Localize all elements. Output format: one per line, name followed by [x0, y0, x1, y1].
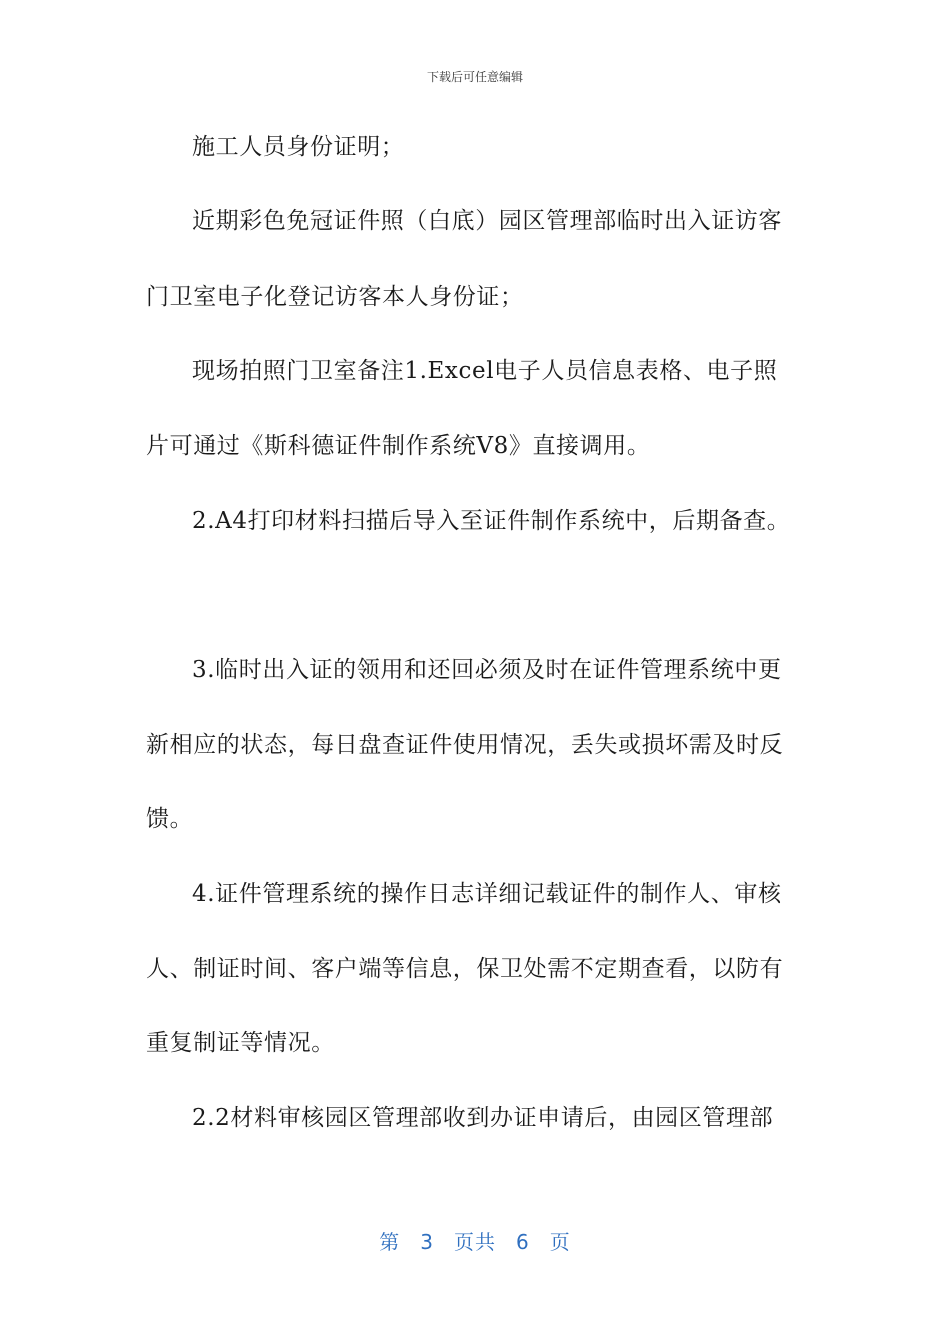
footer-page-prefix: 第 — [379, 1230, 401, 1254]
footer-page-middle: 页共 — [454, 1230, 496, 1254]
paragraph-line: 施工人员身份证明； — [192, 134, 405, 160]
paragraph-line: 近期彩色免冠证件照（白底）园区管理部临时出入证访客 — [192, 208, 782, 234]
footer-page-total: 6 — [516, 1230, 530, 1254]
paragraph-line: 片可通过《斯科德证件制作系统V8》直接调用。 — [146, 433, 651, 459]
paragraph-line: 现场拍照门卫室备注1.Excel电子人员信息表格、电子照 — [192, 358, 778, 384]
paragraph-line: 2.A4打印材料扫描后导入至证件制作系统中，后期备查。 — [192, 508, 791, 534]
paragraph-line: 人、制证时间、客户端等信息，保卫处需不定期查看，以防有 — [146, 956, 784, 982]
page-footer — [0, 1226, 950, 1255]
paragraph-line: 新相应的状态，每日盘查证件使用情况，丢失或损坏需及时反 — [146, 732, 784, 758]
paragraph-line: 3.临时出入证的领用和还回必须及时在证件管理系统中更 — [192, 657, 782, 683]
paragraph-line: 2.2材料审核园区管理部收到办证申请后，由园区管理部 — [192, 1105, 774, 1131]
paragraph-line: 4.证件管理系统的操作日志详细记载证件的制作人、审核 — [192, 881, 782, 907]
footer-page-number: 3 — [420, 1230, 434, 1254]
page-header-note: 下载后可任意编辑 — [426, 70, 523, 84]
paragraph-line: 门卫室电子化登记访客本人身份证； — [146, 284, 524, 310]
paragraph-line: 馈。 — [146, 806, 194, 832]
footer-page-suffix: 页 — [549, 1230, 571, 1254]
paragraph-line: 重复制证等情况。 — [146, 1030, 335, 1056]
